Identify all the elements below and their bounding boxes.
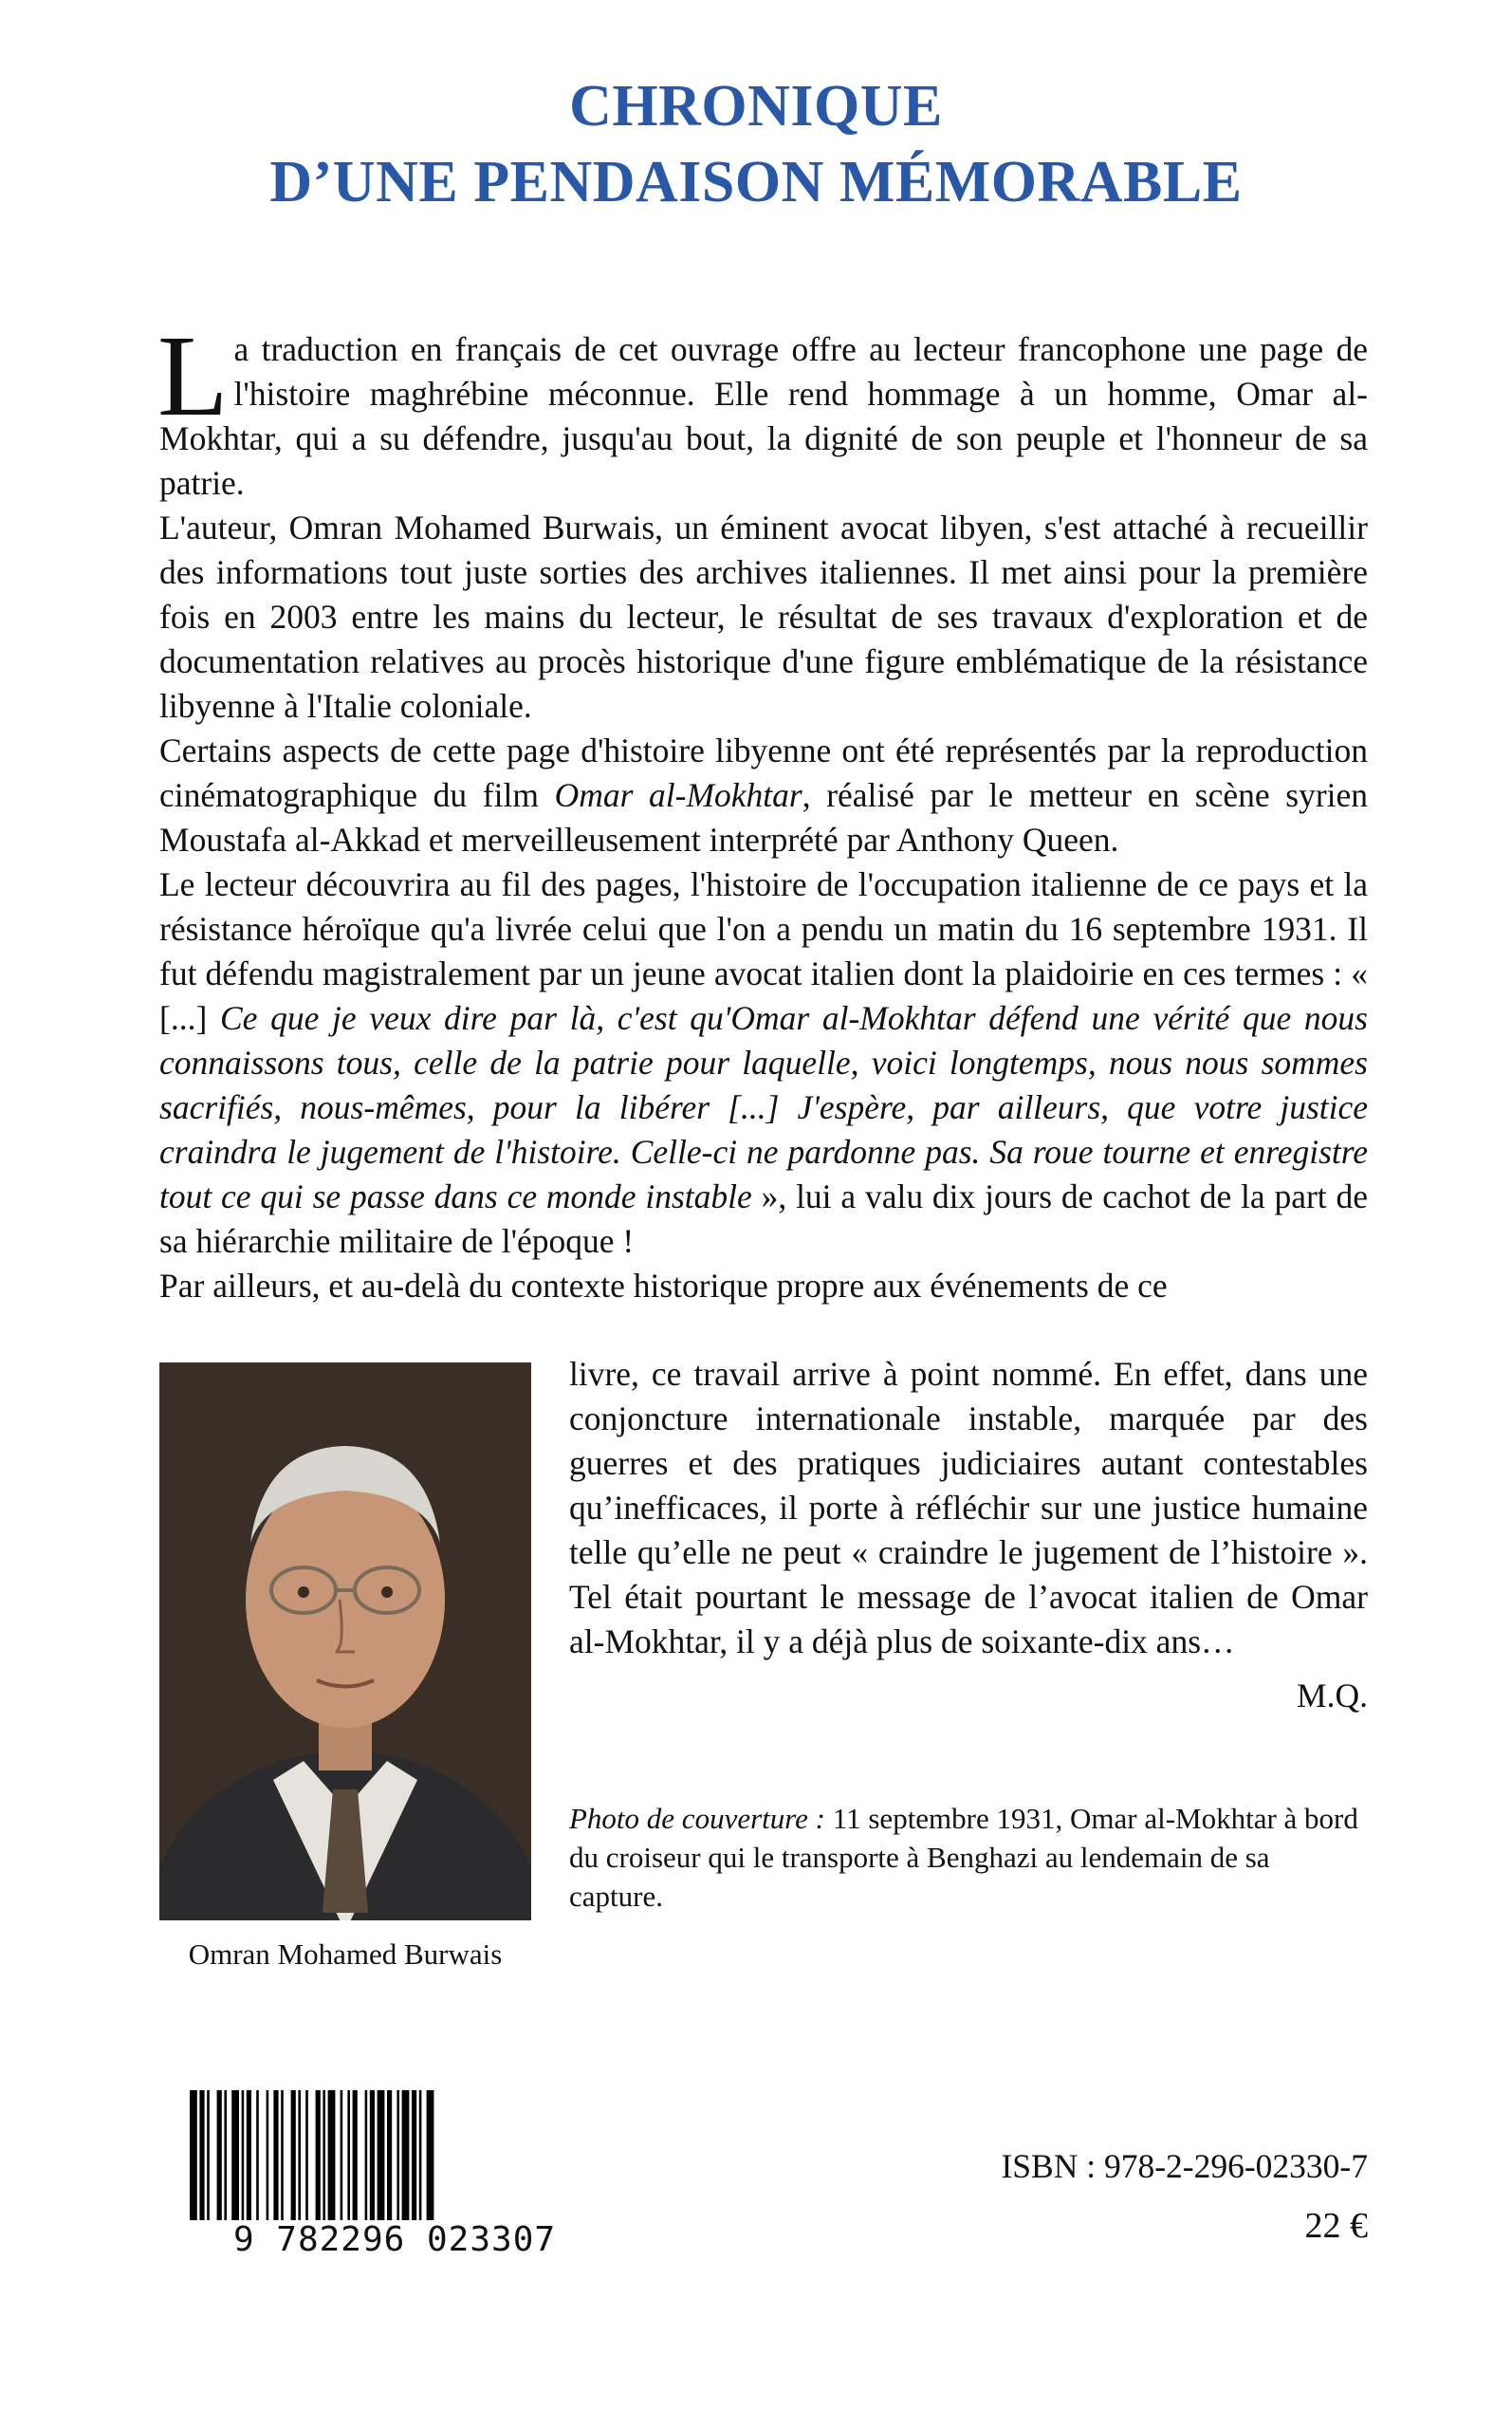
portrait-caption: Omran Mohamed Burwais bbox=[188, 1937, 503, 1971]
portrait-illustration bbox=[159, 1362, 531, 1920]
paragraph-4-text-b: », lui a valu dix jours de cachot de la part de sa hiérarchie militaire de l'époque ! bbox=[159, 1177, 1368, 1260]
paragraph-3-text-a: Certains aspects de cette page d'histoire libyenne ont été représentés par la reproduction cinématographique du film bbox=[159, 732, 1368, 814]
paragraph-1 bbox=[157, 312, 1368, 506]
paragraph-4-text-a: Le lecteur découvrira au fil des pages, l'histoire de l'occupation italienne de ce pays et la résistance héroïque qu'a livrée celui que l'on a pendu un matin du 16 septembre 1931. Il fut défendu magistralement par un jeune avocat italien dont la plaidoirie en ces termes : « [...] bbox=[159, 865, 1368, 1037]
author-portrait bbox=[159, 1362, 531, 1920]
price: 22 € bbox=[1304, 2206, 1368, 2246]
signature: M.Q. bbox=[1297, 1677, 1368, 1714]
title-line-1: CHRONIQUE bbox=[569, 74, 943, 139]
paragraph-5-rest: livre, ce travail arrive à point nommé. En effet, dans une conjoncture internationale instable, marquée par des guerres et des pratiques judiciaires autant contestables qu’inefficaces, il porte à réfléchir sur une justice humaine telle qu’elle ne peut « craindre le jugement de l’histoire ». Tel était pourtant le message de l’avocat italien de Omar al-Mokhtar, il y a déjà plus de soixante-dix ans… bbox=[569, 1355, 1368, 1660]
film-title: Omar al-Mokhtar bbox=[554, 776, 802, 814]
drop-cap: L bbox=[157, 312, 229, 440]
back-cover-text bbox=[157, 312, 1369, 1308]
paragraph-3 bbox=[159, 729, 1368, 862]
plea-quote: Ce que je veux dire par là, c'est qu'Omar al-Mokhtar défend une vérité que nous connaissons tous, celle de la patrie pour laquelle, voici longtemps, nous nous sommes sacrifiés, nous-mêmes, pour la libérer [...] J'espère, par ailleurs, que votre justice craindra le jugement de l'histoire. Celle-ci ne pardonne pas. Sa roue tourne et enregistre tout ce qui se passe dans ce monde instable bbox=[159, 999, 1368, 1215]
isbn-number: ISBN : 978-2-296-02330-7 bbox=[1001, 2147, 1368, 2185]
barcode-digits: 9 782296 023307 bbox=[186, 2220, 603, 2259]
title-line-2: D’UNE PENDAISON MÉMORABLE bbox=[269, 150, 1243, 214]
cover-caption-text: 11 septembre 1931, Omar al-Mokhtar à bord du croiseur qui le transporte à Benghazi au lendemain de sa capture. bbox=[569, 1802, 1358, 1913]
paragraph-5-lead: Par ailleurs, et au-delà du contexte historique propre aux événements de ce bbox=[159, 1267, 1168, 1305]
book-title bbox=[0, 68, 1512, 220]
cover-caption-label: Photo de couverture : bbox=[569, 1802, 826, 1835]
paragraph-5-continued bbox=[569, 1352, 1368, 1664]
paragraph-2: L'auteur, Omran Mohamed Burwais, un éminent avocat libyen, s'est attaché à recueillir des informations tout juste sorties des archives italiennes. Il met ainsi pour la première fois en 2003 entre les mains du lecteur, le résultat de ses travaux d'exploration et de documentation relatives au procès historique d'une figure emblématique de la résistance libyenne à l'Italie coloniale. bbox=[159, 509, 1368, 725]
cover-photo-caption bbox=[569, 1799, 1368, 1916]
paragraph-1-text: a traduction en français de cet ouvrage offre au lecteur francophone une page de l'histoire maghrébine méconnue. Elle rend hommage à un homme, Omar al-Mokhtar, qui a su défendre, jusqu'au bout, la dignité de son peuple et l'honneur de sa patrie. bbox=[159, 330, 1368, 502]
paragraph-4 bbox=[159, 862, 1368, 1264]
paragraph-3-text-b: , réalisé par le metteur en scène syrien Moustafa al-Akkad et merveilleusement interprété par Anthony Queen. bbox=[159, 776, 1369, 859]
